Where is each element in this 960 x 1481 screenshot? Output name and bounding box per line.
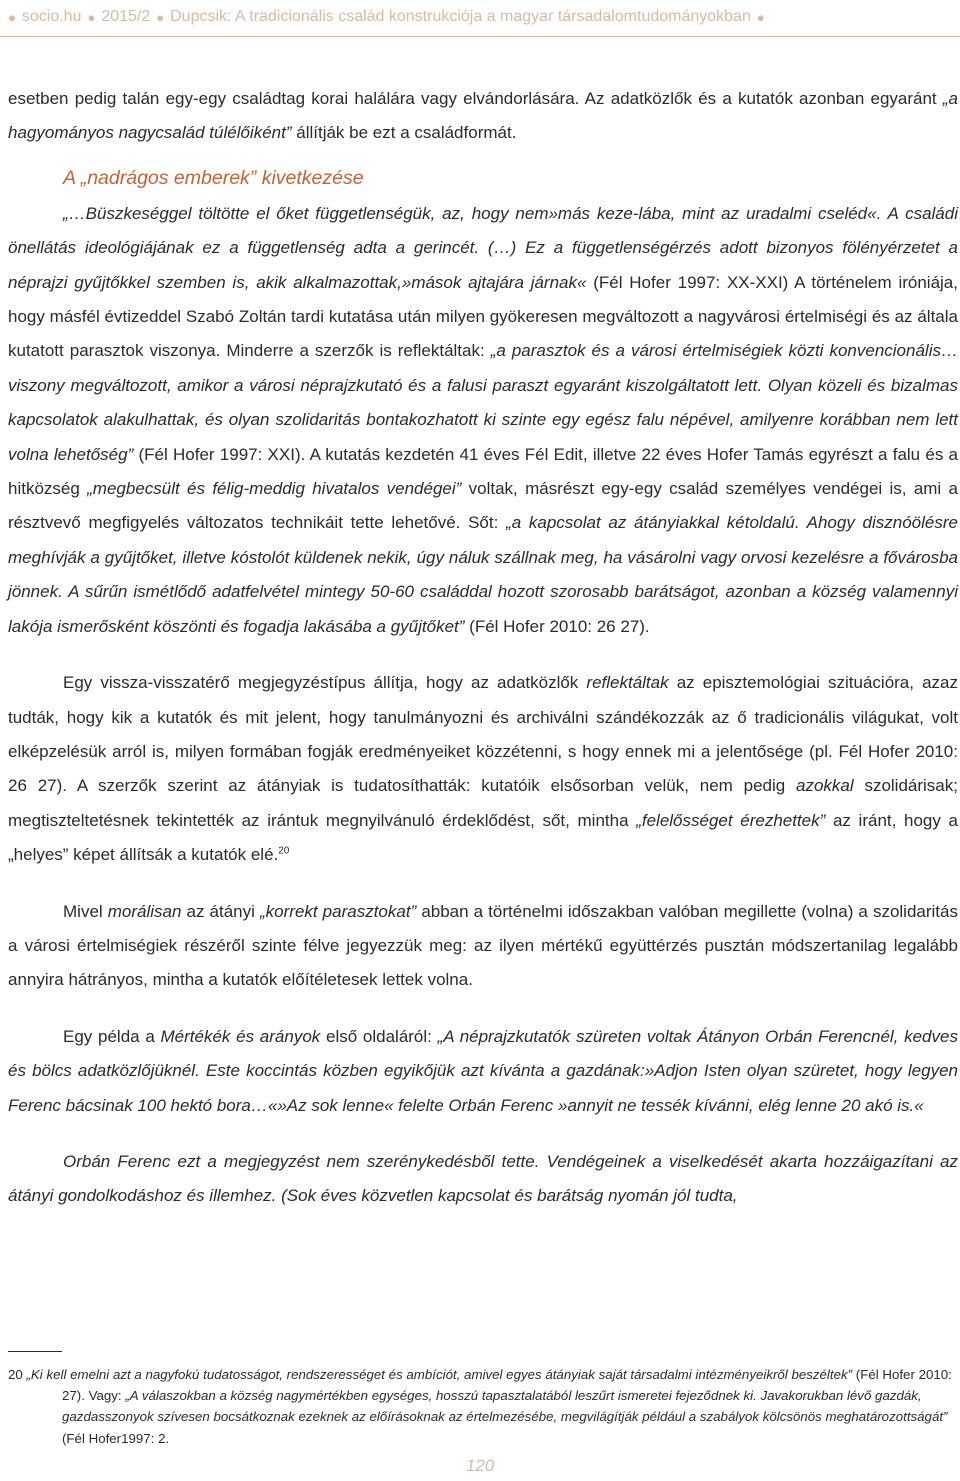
emphasis: „felelősséget érezhettek” [636,810,826,830]
text-run: Egy vissza-visszatérő megjegyzéstípus állítja, hogy az adatközlők [63,673,579,693]
header-divider [0,36,960,37]
emphasis: „a hagyományos nagycsalád túlélőiként” [8,89,958,143]
bullet-icon: ● [8,9,16,25]
emphasis: „A válaszokban a község nagymértékben egységes, hosszú tapasztalatából leszűrt ismeretei fejeződnek ki. Javakorukban lévő gazdák, gazdasszonyok szívesen bocsátkoznak ezeknek az előírásoknak az értelmezésébe, megvilágítják például a szabályok kölcsönös meghatározottságát” [62,1388,948,1425]
emphasis: „a kapcsolat az átányiakkal kétoldalú. Ahogy disznóölésre meghívják a gyűjtőket, illetve kóstolót küldenek nekik, úgy náluk szállnak meg, ha vásárolni vagy orvosi kezelésre a fővárosba jönnek. A sűrűn ismétlődő adatfelvétel mintegy 50-60 családdal hozott szorosabb barátságot, azonban a község valamennyi lakója ismerősként köszönti és fogadja lakásába a gyűjtőket” [8,513,958,636]
running-header [0,0,960,34]
text-run: első oldaláról: [326,1026,432,1046]
text-run: abban a történelmi időszakban valóban megillette (volna) a szolidaritás a városi értelmiségiek részéről szinte félve jegyezzük meg: az ilyen mértékű együttérzés pusztán módszertanilag legalább annyira hátrányos, mintha a kutatók előítéletesek lettek volna. [8,901,958,990]
text-run: (Fél Hofer 1997: XX-XXI) A történelem iróniája, hogy másfél évtizeddel Szabó Zoltán tardi kutatása után milyen gyökeresen megváltozott a nagyvárosi értelmiségi és az általa kutatott parasztok viszonya. Minderre a szerzők is reflektáltak: [8,272,958,361]
paragraph [8,666,958,872]
section-heading: A „nadrágos emberek” kivetkezése [63,166,364,189]
text-run: (Fél Hofer 1997: XXI). A kutatás kezdetén 41 éves Fél Edit, illetve 22 éves Hofer Tamás egyrészt a falu és a hitközség [8,444,958,499]
emphasis: „korrekt parasztokat” [260,901,417,921]
page-number: 120 [465,1456,495,1475]
bullet-icon: ● [156,9,165,25]
page-body [8,82,958,1214]
text-run: állítják be ezt a családformát. [296,123,517,143]
emphasis: Mértékék és arányok [160,1026,321,1046]
text-run: esetben pedig talán egy-egy családtag korai halálára vagy elvándorlására. Az adatközlők és a kutatók azonban egyaránt [8,89,937,108]
emphasis: azokkal [796,776,854,796]
emphasis: „megbecsült és félig-meddig hivatalos vendégei” [87,479,462,499]
text-run: az iránt, hogy a „helyes” képet állítsák a kutatók elé. [8,810,958,865]
text-run: (Fél Hofer 2010: 27). Vagy: [62,1367,952,1404]
text-run: Mivel [63,901,103,921]
text-run: Egy példa a [63,1026,155,1046]
emphasis: „a parasztok és a városi értelmiségiek közti konvencionális… viszony megváltozott, amikor a városi néprajzkutató és a falusi paraszt egyaránt kiszolgáltatott lett. Olyan közeli és bizalmas kapcsolatok alakulhattak, és olyan szolidaritás bontakozhatott ki szinte egy egész falu népével, amilyenre korábban nem lett volna lehetőség” [8,341,958,464]
text-run: az átányi [186,901,255,921]
footnote-number: 20 [8,1367,23,1382]
emphasis: „Ki kell emelni azt a nagyfokú tudatosságot, rendszerességet és ambíciót, amivel egyes átányiak saját társadalmi intézményeikről beszéltek” [26,1367,853,1382]
text-run: szolidárisak; megtiszteltetésnek tekintették az irántuk megnyilvánuló érdeklődést, sőt, mintha [8,776,958,830]
paragraph-quote [8,197,958,644]
header-site[interactable]: socio.hu [21,8,82,25]
paragraph [8,1145,958,1214]
text-run: voltak, másrészt egy-egy család személyes vendégei is, ami a résztvevő megfigyelés változatos technikáit tette lehetővé. Sőt: [8,479,958,533]
emphasis: reflektáltak [586,673,669,693]
text-run: (Fél Hofer 2010: 26 27). [469,616,650,636]
paragraph [8,895,958,998]
emphasis: „A néprajzkutatók szüreten voltak Átányon Orbán Ferencnél, kedves és bölcs adatközlőjüknél. Este koccintás közben egyikőjük azt kívánta a gazdának:»Adjon Isten olyan szüretet, hogy legyen Ferenc bácsinak 100 hektó bora…«»Az sok lenne« felelte Orbán Ferenc »annyit ne tessék kívánni, elég lenne 20 akó is.« [8,1026,958,1115]
bullet-icon: ● [87,9,96,25]
emphasis: Orbán Ferenc ezt a megjegyzést nem szerénykedésből tette. Vendégeinek a viselkedését akarta hozzáigazítani az átányi gondolkodáshoz és illemhez. (Sok éves közvetlen kapcsolat és barátság nyomán jól tudta, [8,1151,958,1206]
text-run: az episztemológiai szituációra, azaz tudták, hogy kik a kutatók és mit jelent, hogy tanulmányozni és archiválni szándékozzák az ő tradicionális világukat, volt elképzelésük arról is, milyen formában fogják eredményeiket közzétenni, s hogy ennek mi a jelentősége (pl. Fél Hofer 2010: 26 27). A szerzők szerint az átányiak is tudatosíthatták: kutatóik elsősorban velük, nem pedig [8,673,958,796]
text-run: (Fél Hofer1997: 2. [62,1430,170,1446]
footnote [8,1364,958,1449]
paragraph [8,82,958,151]
footnote-divider [8,1351,62,1352]
header-article-title: Dupcsik: A tradicionális család konstrukciója a magyar társadalomtudományokban [170,8,751,25]
footnote-ref[interactable]: 20 [278,845,290,857]
emphasis: „…Büszkeséggel töltötte el őket függetlenségük, az, hogy nem»más keze-lába, mint az uradalmi cseléd«. A családi önellátás ideológiájának ez a függetlenség adta a gerincét. (…) Ez a függetlenségérzés adott bizonyos fölényérzetet a néprajzi gyűjtőkkel szemben is, akik alkalmazottak,»mások ajtajára járnak« [8,203,958,292]
emphasis: morálisan [107,901,182,921]
paragraph [8,1020,958,1123]
header-issue: 2015/2 [101,8,151,25]
bullet-icon: ● [756,9,765,25]
